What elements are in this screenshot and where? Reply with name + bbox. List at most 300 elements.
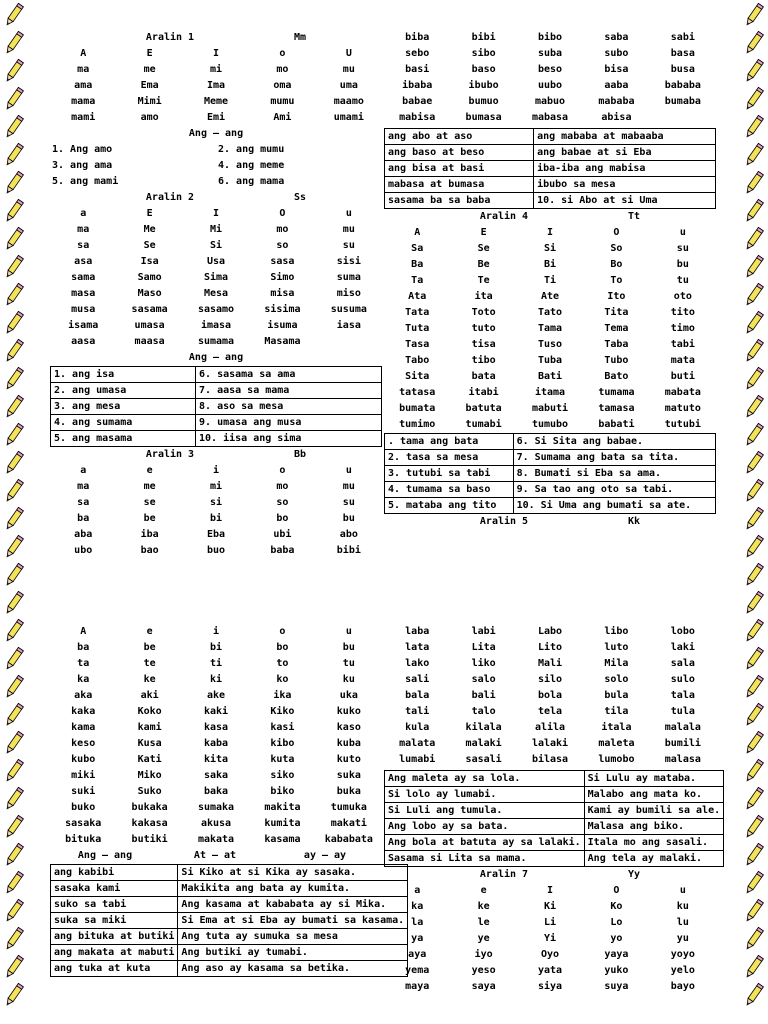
pencil-icon <box>741 590 767 616</box>
syllable-row <box>384 257 716 273</box>
syllable-cell: saka <box>203 770 229 781</box>
syllable-cell: tula <box>670 706 695 717</box>
syllable-cell: bu <box>676 259 689 270</box>
syllable-cell: bilasa <box>531 754 569 765</box>
syllable-row <box>384 979 716 995</box>
ang-heading-2-label: Ang – ang <box>188 352 244 363</box>
syllable-cell: kilala <box>465 722 502 733</box>
syllable-row <box>384 915 716 931</box>
syllable-row <box>50 286 382 302</box>
syllable-cell: bumuo <box>468 96 499 107</box>
syllable-cell: a <box>80 208 87 219</box>
syllable-cell: suba <box>537 48 563 59</box>
pencil-icon <box>741 366 767 392</box>
syllable-cell: Labo <box>537 626 563 637</box>
syllable-cell: ma <box>77 481 90 492</box>
pencil-icon <box>741 170 767 196</box>
syllable-cell: o <box>279 626 286 637</box>
syllable-cell: tuto <box>471 323 496 334</box>
syllable-cell: maamo <box>333 96 364 107</box>
syllable-cell: u <box>345 208 352 219</box>
syllable-cell: suki <box>71 786 96 797</box>
syllable-cell: tumuka <box>330 802 367 813</box>
aralin5-heading <box>384 514 716 530</box>
syllable-cell: Kiko <box>270 706 295 717</box>
syllable-row <box>384 241 716 257</box>
syllable-cell: ke <box>143 674 156 685</box>
syllable-row <box>50 238 382 254</box>
pencil-icon <box>741 562 767 588</box>
syllable-cell: lobo <box>670 626 695 637</box>
syllable-cell: butiki <box>131 834 168 845</box>
syllable-row <box>50 206 382 222</box>
pencil-icon <box>1 2 27 28</box>
syllable-cell: mi <box>209 64 223 75</box>
syllable-cell: kami <box>137 722 162 733</box>
table-row <box>51 897 408 913</box>
table-cell: 3. tutubi sa tabi <box>385 466 514 482</box>
syllable-cell: tito <box>670 307 695 318</box>
syllable-cell: tala <box>670 690 695 701</box>
pencil-icon <box>1 506 27 532</box>
left-bottom-column <box>50 624 405 977</box>
syllable-cell: kakasa <box>131 818 168 829</box>
table-row <box>385 787 724 803</box>
syllable-cell: Ito <box>607 291 626 302</box>
syllable-cell: su <box>342 240 355 251</box>
syllable-cell: Meme <box>203 96 229 107</box>
syllable-cell: Tato <box>537 307 563 318</box>
syllable-cell: se <box>143 497 156 508</box>
syllable-cell: kuba <box>336 738 361 749</box>
pencil-icon <box>741 30 767 56</box>
syllable-cell: itama <box>534 387 566 398</box>
syllable-cell: tumabi <box>465 419 502 430</box>
syllable-cell: kaka <box>71 706 96 717</box>
table-cell: ibubo sa mesa <box>534 177 716 193</box>
syllable-cell: lu <box>676 917 689 928</box>
syllable-row <box>384 110 716 126</box>
syllable-cell: Mesa <box>203 288 229 299</box>
syllable-row <box>384 899 716 915</box>
aralin5-title: Aralin 5 <box>479 516 529 527</box>
syllable-cell: sibo <box>471 48 496 59</box>
syllable-cell: makita <box>264 802 301 813</box>
pencil-icon <box>1 870 27 896</box>
pencil-icon <box>1 730 27 756</box>
syllable-row <box>384 62 716 78</box>
syllable-cell: Bo <box>610 259 623 270</box>
syllable-cell: u <box>679 227 686 238</box>
syllable-cell: Ko <box>610 901 623 912</box>
pencil-icon <box>1 758 27 784</box>
table-cell: Malasa ang biko. <box>584 819 723 835</box>
syllable-cell: yo <box>610 933 623 944</box>
syllable-row <box>384 672 716 688</box>
table-row <box>385 145 716 161</box>
table-cell: Ang aso ay kasama sa betika. <box>178 961 408 977</box>
table-row <box>51 929 408 945</box>
table-cell: 9. Sa tao ang oto sa tabi. <box>513 482 715 498</box>
pencil-icon <box>1 478 27 504</box>
aralin5-syllable-grid <box>50 624 382 848</box>
syllable-cell: u <box>679 885 686 896</box>
table-cell: Malabo ang mata ko. <box>584 787 723 803</box>
syllable-cell: tu <box>676 275 689 286</box>
syllable-cell: iyo <box>474 949 493 960</box>
syllable-cell: Se <box>477 243 490 254</box>
pencil-icon <box>1 702 27 728</box>
syllable-cell: Taba <box>604 339 629 350</box>
table-row <box>385 819 724 835</box>
pencil-icon <box>741 198 767 224</box>
syllable-cell: bala <box>405 690 430 701</box>
aralin7-heading <box>384 867 716 883</box>
syllable-cell: Tuba <box>537 355 563 366</box>
phrase-item: 4. ang meme <box>218 160 285 171</box>
syllable-cell: kasa <box>203 722 229 733</box>
ang-heading-label: Ang – ang <box>188 128 244 139</box>
pencil-icon <box>1 282 27 308</box>
pencil-icon <box>1 590 27 616</box>
syllable-cell: sasama <box>131 304 168 315</box>
syllable-cell: kubo <box>71 754 96 765</box>
syllable-cell: timo <box>670 323 695 334</box>
syllable-row <box>384 369 716 385</box>
pencil-icon <box>1 814 27 840</box>
syllable-cell: yuko <box>604 965 629 976</box>
syllable-cell: bola <box>537 690 563 701</box>
table-cell: Ang tela ay malaki. <box>584 851 723 867</box>
syllable-cell: mabisa <box>399 112 436 123</box>
syllable-cell: Tema <box>604 323 629 334</box>
table-cell: 10. Si Uma ang bumati sa ate. <box>513 498 715 514</box>
syllable-cell: Ba <box>411 259 424 270</box>
syllable-cell: lata <box>405 642 430 653</box>
syllable-cell: kama <box>71 722 96 733</box>
syllable-cell: A <box>414 227 421 238</box>
syllable-row <box>384 688 716 704</box>
syllable-cell: bao <box>140 545 159 556</box>
pencil-icon <box>741 898 767 924</box>
syllable-cell: bu <box>342 642 355 653</box>
pencil-icon <box>1 170 27 196</box>
pencil-icon <box>1 366 27 392</box>
pencil-icon <box>1 898 27 924</box>
syllable-row <box>50 768 382 784</box>
syllable-cell: itabi <box>468 387 499 398</box>
syllable-cell: buka <box>336 786 361 797</box>
at-at-label: At – at <box>193 850 237 861</box>
syllable-cell: ku <box>342 674 355 685</box>
syllable-cell: malala <box>664 722 701 733</box>
syllable-cell: te <box>143 658 156 669</box>
syllable-cell: siko <box>270 770 295 781</box>
table-cell: ang babae at si Eba <box>534 145 716 161</box>
syllable-cell: tumubo <box>531 419 569 430</box>
syllable-cell: kula <box>405 722 430 733</box>
pencil-icon <box>1 254 27 280</box>
aralin4-sentence-table <box>384 433 716 514</box>
pencil-icon <box>741 954 767 980</box>
syllable-cell: E <box>146 208 153 219</box>
syllable-cell: yema <box>405 965 430 976</box>
syllable-cell: kumita <box>264 818 301 829</box>
syllable-cell: bo <box>276 513 289 524</box>
pencil-icon <box>741 226 767 252</box>
table-cell: 9. umasa ang musa <box>196 415 382 431</box>
table-row <box>385 129 716 145</box>
syllable-cell: bibi <box>471 32 496 43</box>
aralin4-heading <box>384 209 716 225</box>
syllable-cell: so <box>276 497 289 508</box>
syllable-cell: sasa <box>270 256 295 267</box>
syllable-row <box>384 704 716 720</box>
syllable-cell: bi <box>209 642 223 653</box>
syllable-cell: Ti <box>543 275 557 286</box>
syllable-cell: E <box>480 227 487 238</box>
syllable-cell: kaso <box>336 722 361 733</box>
syllable-cell: buti <box>670 371 695 382</box>
syllable-cell: tabi <box>670 339 695 350</box>
syllable-cell: bituka <box>65 834 102 845</box>
syllable-cell: ma <box>77 224 90 235</box>
syllable-row <box>50 720 382 736</box>
pencil-icon <box>1 114 27 140</box>
phrase-item: 3. ang ama <box>52 160 113 171</box>
pencil-icon <box>1 226 27 252</box>
syllable-cell: yoyo <box>670 949 695 960</box>
syllable-cell: sasamo <box>197 304 235 315</box>
table-cell: 4. tumama sa baso <box>385 482 514 498</box>
syllable-cell: O <box>279 208 286 219</box>
table-cell: Sasama si Lita sa mama. <box>385 851 585 867</box>
syllable-cell: matuto <box>664 403 701 414</box>
table-cell: ang makata at mabuti <box>51 945 178 961</box>
table-cell: suka sa miki <box>51 913 178 929</box>
syllable-cell: mi <box>209 481 223 492</box>
syllable-cell: Tubo <box>604 355 629 366</box>
syllable-cell: biko <box>270 786 295 797</box>
syllable-cell: Se <box>143 240 156 251</box>
pencil-icon <box>1 58 27 84</box>
syllable-cell: ka <box>77 674 90 685</box>
syllable-cell: Masama <box>264 336 301 347</box>
syllable-row <box>384 656 716 672</box>
pencil-icon <box>1 142 27 168</box>
syllable-row <box>384 78 716 94</box>
pencil-icon <box>741 926 767 952</box>
syllable-cell: ba <box>77 642 90 653</box>
syllable-cell: Ami <box>273 112 292 123</box>
syllable-cell: mabasa <box>531 112 569 123</box>
table-cell: 5. mataba ang tito <box>385 498 514 514</box>
syllable-cell: umami <box>333 112 364 123</box>
syllable-row <box>50 222 382 238</box>
syllable-cell: babati <box>598 419 635 430</box>
worksheet-page <box>50 0 721 1024</box>
syllable-cell: miki <box>71 770 96 781</box>
syllable-cell <box>316 334 382 350</box>
syllable-cell: malaki <box>465 738 502 749</box>
syllable-cell: Samo <box>137 272 162 283</box>
syllable-cell: bumata <box>399 403 436 414</box>
pencil-icon <box>1 786 27 812</box>
syllable-cell: kaba <box>203 738 229 749</box>
syllable-cell: akusa <box>200 818 232 829</box>
syllable-cell: I <box>213 48 220 59</box>
syllable-cell: laki <box>670 642 695 653</box>
syllable-row <box>384 337 716 353</box>
pencil-icon <box>741 58 767 84</box>
table-cell: 10. si Abo at si Uma <box>534 193 716 209</box>
syllable-cell: batuta <box>465 403 502 414</box>
table-row <box>51 431 382 447</box>
aralin3-heading <box>50 447 382 463</box>
syllable-cell: mababa <box>598 96 635 107</box>
table-cell: Ang maleta ay sa lola. <box>385 771 585 787</box>
phrase-item: 5. ang mami <box>52 176 119 187</box>
syllable-cell: ku <box>676 901 689 912</box>
table-cell: ang bituka at butiki <box>51 929 178 945</box>
syllable-cell: Si <box>543 243 557 254</box>
syllable-cell: Bati <box>537 371 563 382</box>
syllable-cell: tela <box>537 706 563 717</box>
syllable-cell: aya <box>408 949 427 960</box>
syllable-row <box>50 334 382 350</box>
syllable-cell: umasa <box>134 320 165 331</box>
syllable-cell: bi <box>209 513 223 524</box>
syllable-row <box>384 640 716 656</box>
pencil-icon <box>1 534 27 560</box>
syllable-row <box>50 318 382 334</box>
syllable-cell: Tita <box>604 307 629 318</box>
syllable-cell: Isa <box>140 256 159 267</box>
syllable-cell: abo <box>339 529 358 540</box>
pencil-icon <box>1 926 27 952</box>
syllable-cell: Emi <box>206 112 226 123</box>
syllable-cell: mo <box>276 224 289 235</box>
pencil-icon <box>1 310 27 336</box>
syllable-cell: Li <box>543 917 557 928</box>
syllable-cell: so <box>276 240 289 251</box>
syllable-row <box>50 62 382 78</box>
syllable-cell: masa <box>71 288 96 299</box>
phrase-row <box>50 174 382 190</box>
pencil-icon <box>741 730 767 756</box>
syllable-cell: A <box>80 626 87 637</box>
ang-ang-label: Ang – ang <box>77 850 133 861</box>
aralin1-phrase-list <box>50 142 382 190</box>
syllable-cell: isuma <box>267 320 298 331</box>
syllable-row <box>384 273 716 289</box>
syllable-cell: buko <box>71 802 96 813</box>
pencil-icon <box>741 114 767 140</box>
syllable-row <box>50 624 382 640</box>
syllable-cell: imasa <box>200 320 232 331</box>
table-cell: Si lolo ay lumabi. <box>385 787 585 803</box>
pencil-icon <box>1 422 27 448</box>
table-row <box>385 434 716 450</box>
syllable-cell: mami <box>71 112 96 123</box>
table-row <box>51 865 408 881</box>
pencil-icon <box>741 618 767 644</box>
syllable-cell: asa <box>74 256 93 267</box>
syllable-cell: sala <box>670 658 695 669</box>
syllable-cell: tutubi <box>664 419 701 430</box>
table-cell: sasama ba sa baba <box>385 193 534 209</box>
syllable-cell: ko <box>276 674 289 685</box>
syllable-cell: Tama <box>537 323 563 334</box>
syllable-cell: ya <box>411 933 424 944</box>
syllable-cell: Mi <box>209 224 223 235</box>
syllable-cell: sisima <box>264 304 301 315</box>
syllable-cell: Tasa <box>405 339 430 350</box>
syllable-cell: Maso <box>137 288 162 299</box>
syllable-row <box>384 46 716 62</box>
syllable-cell: sebo <box>405 48 430 59</box>
aralin5-sentence-table <box>50 864 408 977</box>
pencil-icon <box>741 422 767 448</box>
aralin2-heading <box>50 190 382 206</box>
syllable-cell: bula <box>604 690 629 701</box>
syllable-cell: ita <box>474 291 493 302</box>
syllable-row <box>50 110 382 126</box>
syllable-cell: e <box>146 465 153 476</box>
syllable-cell: su <box>676 243 689 254</box>
syllable-cell: aba <box>74 529 93 540</box>
syllable-cell: amo <box>140 112 159 123</box>
aralin2-letter: Ss <box>293 192 307 203</box>
syllable-cell: bo <box>276 642 289 653</box>
table-row <box>385 851 724 867</box>
syllable-cell: i <box>213 465 220 476</box>
pencil-icon <box>741 478 767 504</box>
syllable-cell: sulo <box>670 674 695 685</box>
syllable-cell: sasaka <box>65 818 102 829</box>
syllable-cell: malata <box>399 738 436 749</box>
pencil-icon <box>741 142 767 168</box>
syllable-cell: aasa <box>71 336 96 347</box>
syllable-cell: Sima <box>203 272 229 283</box>
aralin4-syllable-grid <box>384 225 716 433</box>
syllable-cell: tumama <box>598 387 635 398</box>
syllable-cell: O <box>613 885 620 896</box>
syllable-cell: bumili <box>664 738 701 749</box>
syllable-cell: bisa <box>604 64 629 75</box>
syllable-cell: sali <box>405 674 430 685</box>
phrase-item: 6. ang mama <box>218 176 285 187</box>
pencil-icon <box>1 842 27 868</box>
table-cell: Ang bola at batuta ay sa lalaki. <box>385 835 585 851</box>
pencil-border-right <box>740 0 768 1024</box>
syllable-cell: sabi <box>670 32 695 43</box>
syllable-cell: kibo <box>270 738 295 749</box>
syllable-cell: bibi <box>336 545 361 556</box>
syllable-cell: iasa <box>336 320 361 331</box>
phrase-item: 2. ang mumu <box>218 144 285 155</box>
syllable-row <box>50 704 382 720</box>
syllable-cell: O <box>613 227 620 238</box>
table-row <box>51 881 408 897</box>
syllable-cell: tamasa <box>598 403 635 414</box>
syllable-cell: makata <box>197 834 235 845</box>
syllable-cell: ka <box>411 901 424 912</box>
syllable-row <box>50 640 382 656</box>
aralin3-continued-grid <box>384 30 716 126</box>
syllable-cell: isama <box>68 320 99 331</box>
syllable-cell: Ki <box>543 901 557 912</box>
